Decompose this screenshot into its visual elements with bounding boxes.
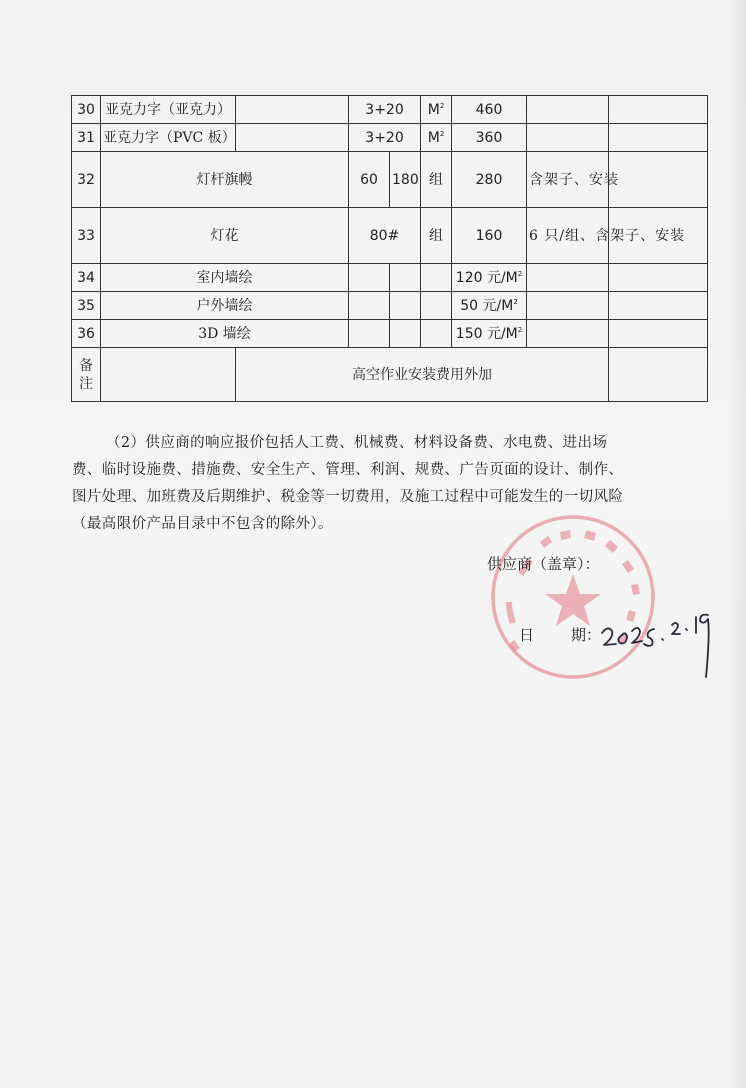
unit-cell <box>421 124 452 152</box>
item-name: 3D 墙绘 <box>101 320 349 348</box>
table-row <box>72 264 708 292</box>
spec-a-cell: 60 <box>349 152 390 208</box>
date-label <box>519 624 601 645</box>
remark-label-char: 备 <box>79 357 93 374</box>
price-text: 120 元/M <box>455 269 518 286</box>
date-label-char: 期： <box>571 626 602 644</box>
table-row <box>72 96 708 124</box>
unit-text: M <box>427 101 440 118</box>
note-cell <box>527 124 609 152</box>
note-cell <box>527 320 609 348</box>
price-superscript: 2 <box>513 297 518 306</box>
empty-cell <box>609 124 708 152</box>
note-cell <box>527 264 609 292</box>
row-number: 36 <box>72 320 101 348</box>
table-row <box>72 208 708 264</box>
row-number: 35 <box>72 292 101 320</box>
row-number: 34 <box>72 264 101 292</box>
empty-cell <box>609 348 708 402</box>
item-name: 户外墙绘 <box>101 292 349 320</box>
remark-text: 高空作业安装费用外加 <box>236 348 609 402</box>
remark-row <box>72 348 708 402</box>
empty-cell <box>390 264 421 292</box>
row-number: 32 <box>72 152 101 208</box>
empty-cell <box>101 348 236 402</box>
date-label-char: 日 <box>519 626 535 644</box>
price-superscript: 2 <box>517 269 523 278</box>
empty-cell <box>349 292 390 320</box>
remark-label <box>72 348 101 402</box>
item-name: 灯花 <box>101 208 349 264</box>
unit-cell: 组 <box>421 152 452 208</box>
price-text: 50 元/M <box>460 297 514 314</box>
empty-cell <box>236 96 349 124</box>
note-cell: 含架子、安装 <box>527 152 609 208</box>
price-cell <box>452 320 527 348</box>
table-row <box>72 292 708 320</box>
price-text: 150 元/M <box>455 325 518 342</box>
empty-cell <box>390 292 421 320</box>
empty-cell <box>349 264 390 292</box>
empty-cell <box>236 124 349 152</box>
note-cell <box>527 292 609 320</box>
empty-cell <box>421 264 452 292</box>
price-cell: 460 <box>452 96 527 124</box>
empty-cell <box>349 320 390 348</box>
empty-cell <box>609 292 708 320</box>
page-edge-shadow <box>728 0 746 1088</box>
empty-cell <box>609 320 708 348</box>
price-cell: 360 <box>452 124 527 152</box>
remark-label-char: 注 <box>79 375 93 392</box>
price-cell: 280 <box>452 152 527 208</box>
table-row <box>72 320 708 348</box>
spec-cell: 80# <box>349 208 421 264</box>
empty-cell <box>609 264 708 292</box>
unit-superscript: 2 <box>439 129 445 138</box>
price-cell <box>452 264 527 292</box>
row-number: 30 <box>72 96 101 124</box>
spec-cell: 3+20 <box>349 124 421 152</box>
spec-b-cell: 180 <box>390 152 421 208</box>
item-name: 亚克力字（亚克力） <box>101 96 236 124</box>
item-name: 室内墙绘 <box>101 264 349 292</box>
unit-cell: 组 <box>421 208 452 264</box>
empty-cell <box>609 96 708 124</box>
unit-superscript: 2 <box>439 101 445 110</box>
note-cell: 6 只/组、含架子、安装 <box>527 208 609 264</box>
empty-cell <box>390 320 421 348</box>
empty-cell <box>609 152 708 208</box>
item-name: 灯杆旗幔 <box>101 152 349 208</box>
price-superscript: 2 <box>517 325 523 334</box>
unit-text: M <box>427 129 440 146</box>
price-cell <box>452 292 527 320</box>
table-row <box>72 124 708 152</box>
terms-paragraph: （2）供应商的响应报价包括人工费、机械费、材料设备费、水电费、进出场费、临时设施费、措施费、安全生产、管理、利润、规费、广告页面的设计、制作、图片处理、加班费及后期维护、税金等一切费用，及施工过程中可能发生的一切风险（最高限价产品目录中不包含的除外）。 <box>72 435 624 532</box>
price-table <box>71 95 708 402</box>
row-number: 33 <box>72 208 101 264</box>
price-cell: 160 <box>452 208 527 264</box>
row-number: 31 <box>72 124 101 152</box>
item-name: 亚克力字（PVC 板） <box>101 124 236 152</box>
supplier-seal-label: 供应商（盖章）： <box>487 555 600 573</box>
table-row <box>72 152 708 208</box>
empty-cell <box>421 320 452 348</box>
unit-cell <box>421 96 452 124</box>
empty-cell <box>421 292 452 320</box>
spec-cell: 3+20 <box>349 96 421 124</box>
handwritten-date-signature <box>596 605 716 680</box>
note-cell <box>527 96 609 124</box>
